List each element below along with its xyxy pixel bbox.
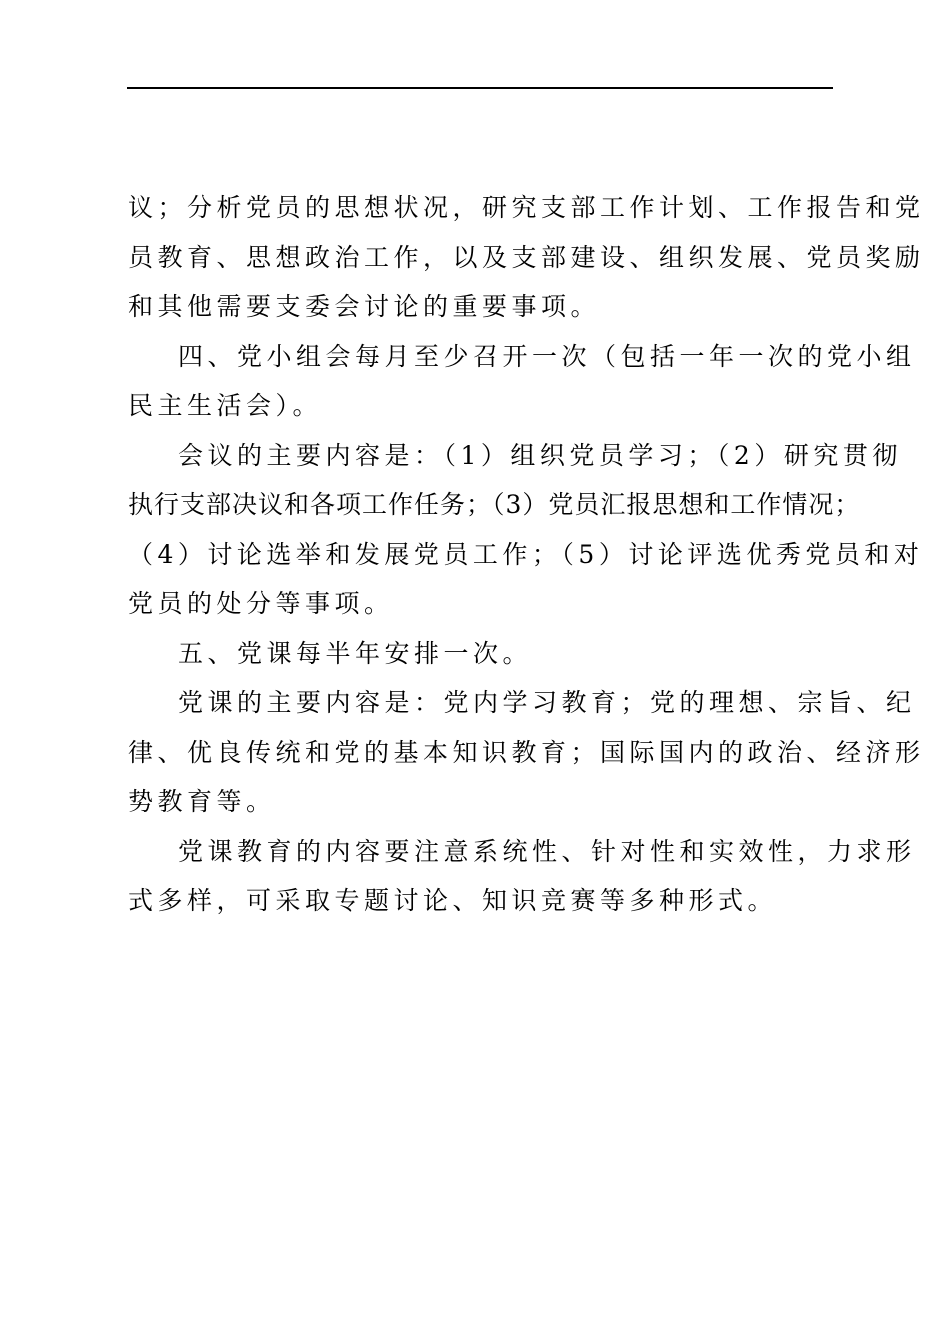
paragraph-start-line: 四、党小组会每月至少召开一次（包括一年一次的党小组: [178, 341, 916, 371]
text-line: 式多样，可采取专题讨论、知识竞赛等多种形式。: [128, 886, 778, 915]
text-line: 员教育、思想政治工作，以及支部建设、组织发展、党员奖励: [128, 242, 925, 272]
text-line: （4）讨论选举和发展党员工作；（5）讨论评选优秀党员和对: [128, 539, 924, 569]
text-line: 民主生活会）。: [128, 391, 323, 420]
paragraph-start-line: 党课教育的内容要注意系统性、针对性和实效性，力求形: [178, 836, 916, 866]
paragraph-start-line: 五、党课每半年安排一次。: [178, 638, 533, 668]
document-body: [128, 183, 925, 926]
text-line: 党员的处分等事项。: [128, 589, 394, 618]
paragraph-start-line: 会议的主要内容是：（1）组织党员学习；（2）研究贯彻: [178, 440, 902, 470]
text-line: 议；分析党员的思想状况，研究支部工作计划、工作报告和党: [128, 193, 925, 222]
text-line: 和其他需要支委会讨论的重要事项。: [128, 292, 601, 321]
paragraph-start-line: 党课的主要内容是：党内学习教育；党的理想、宗旨、纪: [178, 688, 916, 717]
text-line: 执行支部决议和各项工作任务；（3）党员汇报思想和工作情况；: [128, 490, 861, 519]
header-rule: [127, 87, 833, 89]
text-line: 势教育等。: [128, 787, 276, 816]
text-line: 律、优良传统和党的基本知识教育；国际国内的政治、经济形: [128, 737, 925, 767]
